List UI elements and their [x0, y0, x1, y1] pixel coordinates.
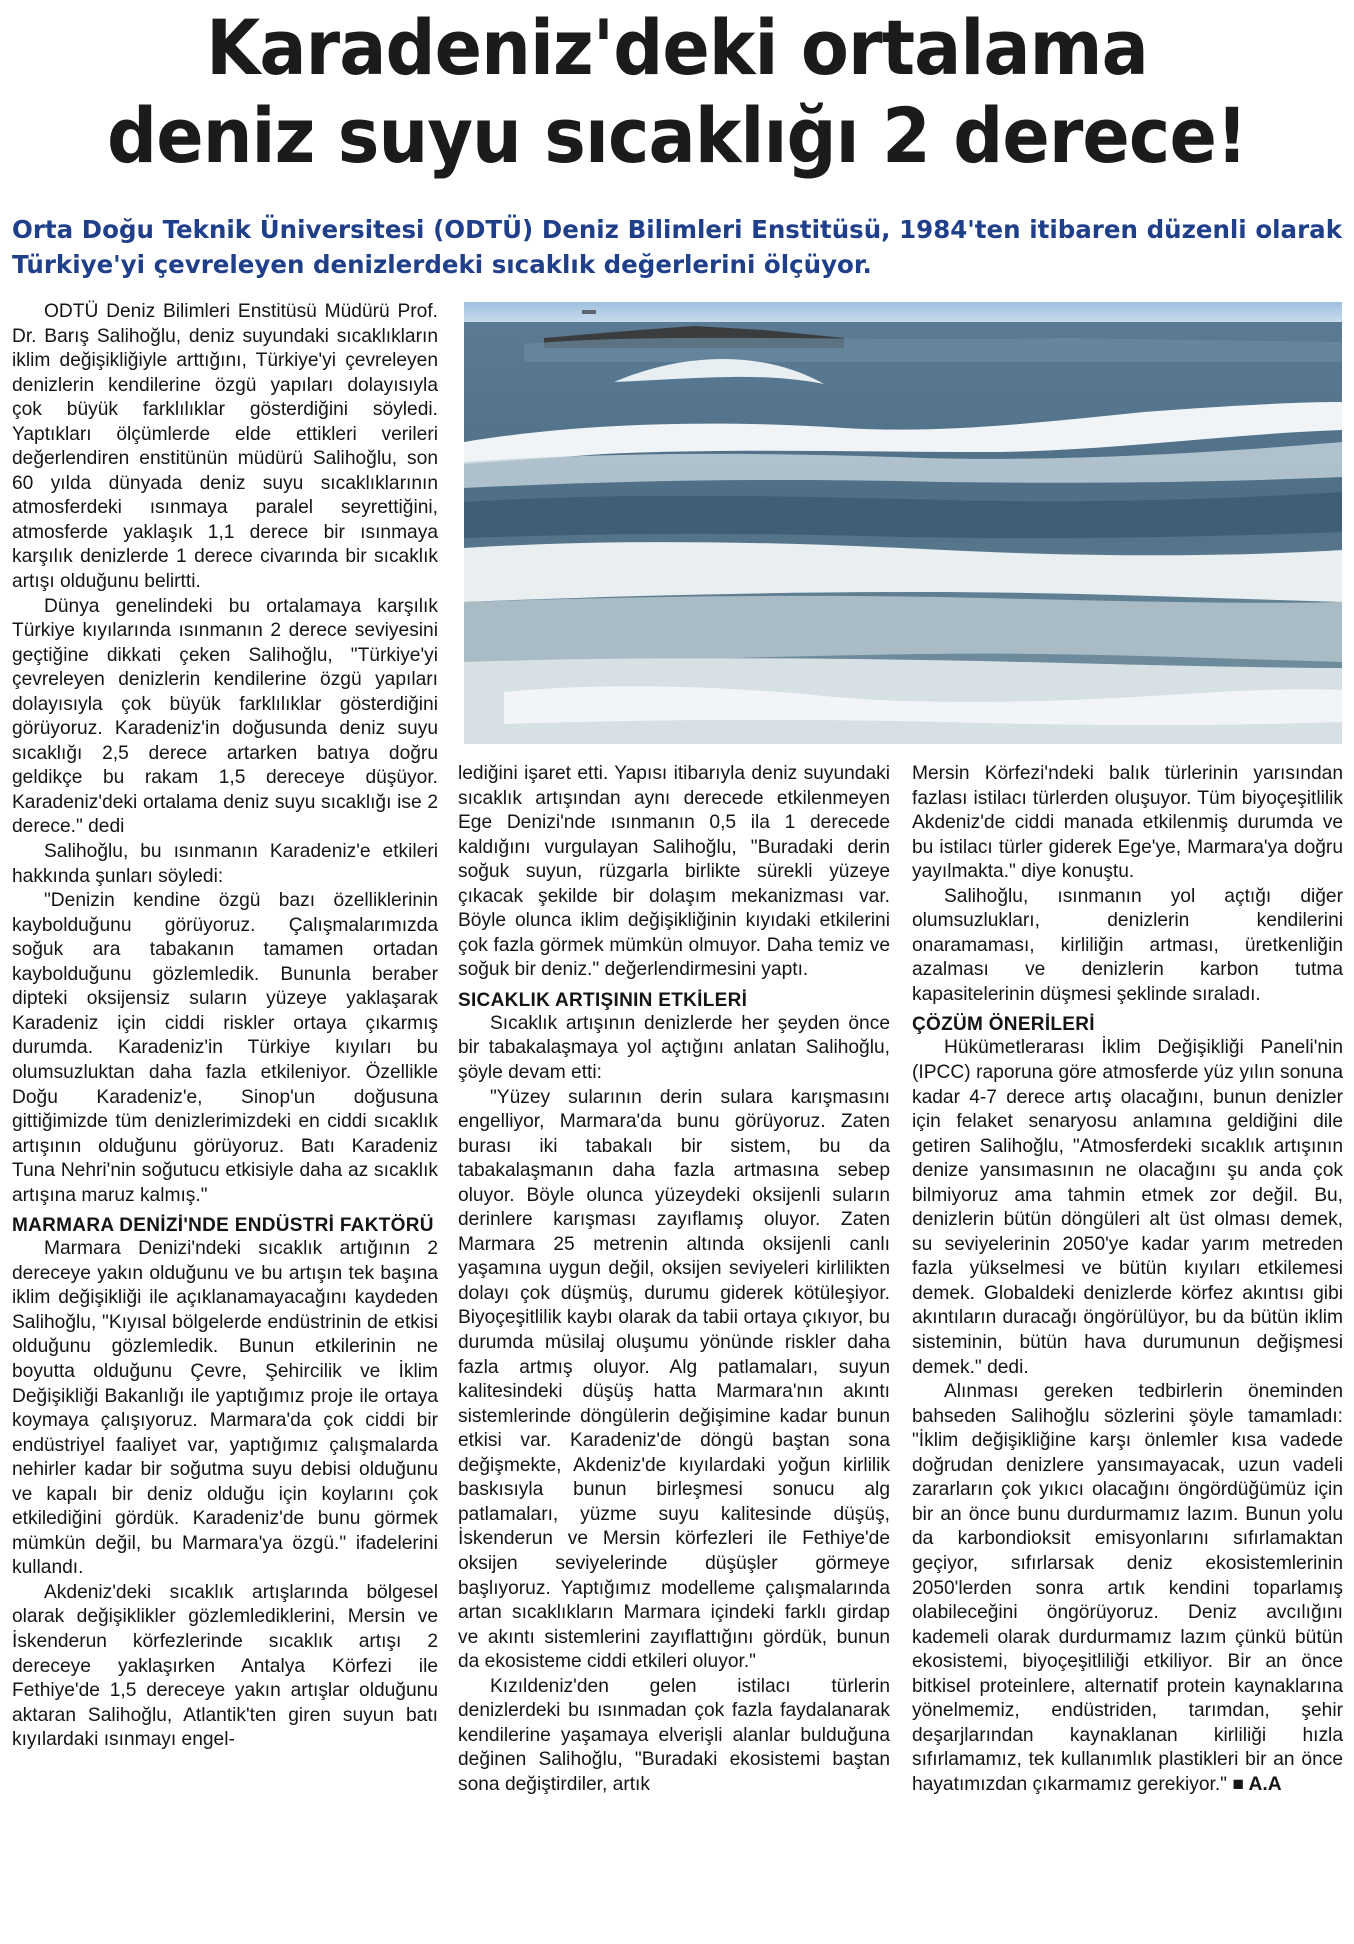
paragraph: Salihoğlu, bu ısınmanın Karadeniz'e etkileri hakkında şunları söyledi:: [12, 841, 438, 887]
closing-quote: Alınması gereken tedbirlerin öneminden bahseden Salihoğlu sözlerini şöyle tamamladı: "İklim değişikliğine karşı önlemler kısa vadede doğrudan denizlere yansımayacak, uzun vadeli zararların çok yıkıcı olacağını öngördüğümüz için bir an önce bunu durdurmamız lazım. Bunun yolu da karbondioksit emisyonlarını sıfırlamaktan geçiyor, sıfırlarsak deniz ekosistemlerinin 2050'lerden sonra artık kendini toparlamış olabileceğini öngörüyoruz. Deniz avcılığını kademeli olarak durdurmamız lazım çünkü bütün ekosistemi, biyoçeşitliliği etkiliyor. Bir an önce bitkisel proteinlere, alternatif protein kaynaklarına yönelmemiz, endüstriden, tarımdan, şehir deşarjlarından kaynaklanan kirliliği hızla sıfırlamamız, tek kullanımlık plastikleri bir an önce hayatımızdan çıkarmamız gerekiyor.": [912, 1381, 1343, 1795]
headline-line-2: deniz suyu sıcaklığı 2 derece!: [107, 91, 1247, 180]
column-2: [458, 762, 890, 1797]
headline: [54, 4, 1300, 180]
paragraph: Kızıldeniz'den gelen istilacı türlerin denizlerdeki bu ısınmadan çok fazla faydalanarak kendilerine yaşamaya elverişli alanlar bulduğuna değinen Salihoğlu, "Buradaki ekosistemi baştan sona değiştirdiler, artık: [458, 1675, 890, 1795]
sea-waves-photo: [464, 302, 1342, 744]
paragraph: Akdeniz'deki sıcaklık artışlarında bölgesel olarak değişiklikler gözlemlediklerini, Mersin ve İskenderun körfezlerinde sıcaklık artışı 2 dereceye yaklaşırken Antalya Körfezi ile Fethiye'de 1,5 dereceye yakın artışlar olduğunu aktaran Salihoğlu, Atlantik'ten giren suyun batı kıyılardaki ısınmayı engel-: [12, 1581, 438, 1751]
column-3: [912, 762, 1343, 1797]
paragraph: Marmara Denizi'ndeki sıcaklık artığının 2 dereceye yakın olduğunu ve bu artışın tek başına iklim değişikliği ile açıklanamayacağını kaydeden Salihoğlu, "Kıyısal bölgelerde endüstrinin de etkisi olduğunu gözlemledik. Bunun etkilerinin ne boyutta olduğunu Çevre, Şehircilik ve İklim Değişikliği Bakanlığı ile yaptığımız proje ile ortaya koymaya çalışıyoruz. Marmara'da çok ciddi bir endüstriyel faaliyet var, yaptığımız çalışmalarda nehirler kadar bir soğutma suyu debisi olduğunu ve kapalı bir deniz olduğu için koylarını çok etkilediğini gördük. Karadeniz'de bunu görmek mümkün değil, bu Marmara'ya özgü." ifadelerini kullandı.: [12, 1238, 438, 1579]
paragraph: Sıcaklık artışının denizlerde her şeyden önce bir tabakalaşmaya yol açtığını anlatan Salihoğlu, şöyle devam etti:: [458, 1012, 890, 1084]
paragraph: ODTÜ Deniz Bilimleri Enstitüsü Müdürü Prof. Dr. Barış Salihoğlu, deniz suyundaki sıcaklıkların iklim değişikliğiyle arttığını, Türkiye'yi çevreleyen denizlerin kendilerine özgü yapıları dolayısıyla çok büyük farklılıklar gösterdiğini söyledi. Yaptıkları ölçümlerde elde ettikleri verileri değerlendiren enstitünün müdürü Salihoğlu, son 60 yılda dünyada deniz suyu sıcaklıklarının atmosferdeki ısınmaya paralel seyrettiğini, atmosferde yaklaşık 1,1 derece bir ısınmaya karşılık denizlerde 1 derece civarında bir sıcaklık artışı olduğunu belirtti.: [12, 301, 438, 593]
paragraph: [912, 1380, 1343, 1797]
deck-subtitle: Orta Doğu Teknik Üniversitesi (ODTÜ) Deniz Bilimleri Enstitüsü, 1984'ten itibaren düzenli olarak Türkiye'yi çevreleyen denizlerdeki sıcaklık değerlerini ölçüyor.: [12, 215, 1342, 279]
section-heading-marmara: MARMARA DENİZİ'NDE ENDÜSTRİ FAKTÖRÜ: [12, 1215, 434, 1237]
paragraph: lediğini işaret etti. Yapısı itibarıyla deniz suyundaki sıcaklık artışından aynı derecede etkilenmeyen Ege Denizi'nde ısınmanın 0,5 ila 1 derecede kaldığını vurgulayan Salihoğlu, "Buradaki derin soğuk suyun, rüzgarla birlikte sürekli yüzeye çıkacak şekilde bir dolaşım mekanizması var. Böyle olunca iklim değişikliğinin kıyıdaki etkilerini çok fazla görmek mümkün olmuyor. Daha temiz ve soğuk bir deniz." değerlendirmesini yaptı.: [458, 763, 890, 981]
section-heading-effects: SICAKLIK ARTIŞININ ETKİLERİ: [458, 989, 748, 1011]
column-1: [12, 300, 438, 1753]
paragraph: Hükümetlerarası İklim Değişikliği Paneli'nin (IPCC) raporuna göre atmosferde yüz yılın sonuna kadar 4-7 derece artış olacağını, bunun denizler için felaket senaryosu anlamına geldiğini dile getiren Salihoğlu, "Atmosferdeki sıcaklık artışının denize yansımasının ne olacağını şu anda çok bilmiyoruz ama tahmin etmek zor değil. Bu, denizlerin bütün döngüleri alt üst olması demek, su seviyelerinin 2050'ye kadar yarım metreden fazla yükselmesi ve bütün kıyıları etkilemesi demek. Globaldeki denizlerde körfez akıntısı gibi akıntıların duracağı öngörülüyor, bu da bütün iklim sisteminin, bütün hava durumunun değişmesi demek." dedi.: [912, 1037, 1343, 1378]
section-heading-solutions: ÇÖZÜM ÖNERİLERİ: [912, 1014, 1095, 1036]
headline-line-1: Karadeniz'deki ortalama: [206, 3, 1148, 92]
agency-signature: ■ A.A: [1232, 1773, 1282, 1795]
paragraph: Mersin Körfezi'ndeki balık türlerinin yarısından fazlası istilacı türlerden oluşuyor. Tüm biyoçeşitlilik Akdeniz'de ciddi manada etkilenmiş durumda ve bu istilacı türler giderek Ege'ye, Marmara'ya doğru yayılmakta." diye konuştu.: [912, 763, 1343, 883]
paragraph: Dünya genelindeki bu ortalamaya karşılık Türkiye kıyılarında ısınmanın 2 derece seviyesini geçtiğine dikkati çeken Salihoğlu, "Türkiye'yi çevreleyen denizlerin kendilerine özgü yapıları dolayısıyla çok büyük farklılıklar gösterdiğini görüyoruz. Karadeniz'in doğusunda deniz suyu sıcaklığı 2,5 derece artarken batıya doğru geldikçe bu rakam 1,5 dereceye düşüyor. Karadeniz'deki ortalama deniz suyu sıcaklığı ise 2 derece." dedi: [12, 595, 438, 838]
paragraph: Salihoğlu, ısınmanın yol açtığı diğer olumsuzlukları, denizlerin kendilerini onaramaması, kirliliğin artması, üretkenliğin azalması ve denizlerin karbon tutma kapasitelerinin düşmesi şeklinde sıraladı.: [912, 885, 1343, 1005]
paragraph: "Yüzey sularının derin sulara karışmasını engelliyor, Marmara'da bunu görüyoruz. Zaten burası iki tabakalı bir sistem, bu da tabakalaşmanın daha fazla artmasına sebep oluyor. Böyle olunca yüzeydeki oksijenli suların derinlere karışması zayıflamış oluyor. Zaten Marmara 25 metrenin altında oksijenli canlı yaşamına uygun değil, oksijen seviyeleri kirlilikten dolayı çok düşmüş, durumu giderek kötüleşiyor. Biyoçeşitlilik kaybı olarak da tabii ortaya çıkıyor, bu durumda müsilaj oluşumu yönünde riskler daha fazla artmış oluyor. Alg patlamaları, suyun kalitesindeki düşüş hatta Marmara'nın akıntı sistemlerinde döngülerin değişimine kadar bunun etkisi var. Karadeniz'de döngü baştan sona değişmekte, Akdeniz'de kıyılardaki yoğun kirlilik baskısıyla bunun birleşmesi sonucu alg patlamaları, yüzme suyu kalitesinde düşüş, İskenderun ve Mersin körfezleri ile Fethiye'de oksijen seviyelerinde düşüşler görmeye başlıyoruz. Yaptığımız modelleme çalışmalarında artan sıcaklıkların Marmara içindeki farklı girdap ve akıntı sistemlerini zayıflattığını gördük, bunun da ekosisteme ciddi etkileri oluyor.": [458, 1086, 890, 1673]
paragraph: "Denizin kendine özgü bazı özelliklerinin kaybolduğunu görüyoruz. Çalışmalarımızda soğuk ara tabakanın tamamen ortadan kaybolduğunu gözlemledik. Bununla beraber dipteki oksijensiz suların yüzeye yaklaşarak Karadeniz için ciddi riskler ortaya çıkarmış durumda. Karadeniz'in Türkiye kıyıları bu olumsuzluktan daha fazla etkileniyor. Özellikle Doğu Karadeniz'e, Sinop'un doğusuna gittiğimizde tüm denizlerimizdeki en ciddi sıcaklık artışının olduğunu görüyoruz. Batı Karadeniz Tuna Nehri'nin soğutucu etkisiyle daha az sıcaklık artışına maruz kalmış.": [12, 890, 438, 1206]
